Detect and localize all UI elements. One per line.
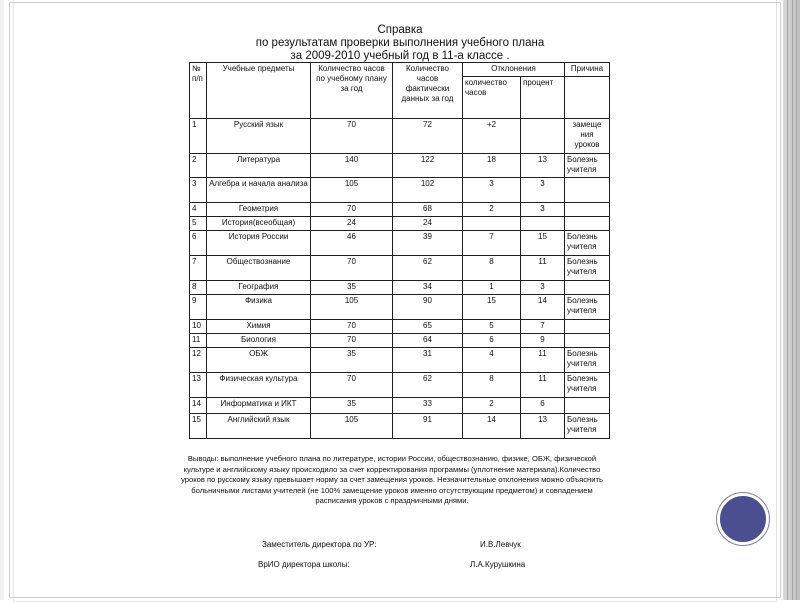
cell-reason — [565, 178, 610, 203]
cell-actual: 122 — [393, 154, 463, 178]
cell-plan: 140 — [311, 154, 393, 178]
table-row — [190, 398, 610, 414]
right-decor-bar — [783, 0, 800, 600]
cell-dev: 6 — [463, 334, 521, 348]
cell-pct: 11 — [521, 256, 565, 281]
cell-plan: 70 — [311, 119, 393, 154]
director-name: Л.А.Курушкина — [470, 560, 526, 569]
doc-subtitle: по результатам проверки выполнения учебного плана — [255, 37, 545, 49]
cell-dev: 2 — [463, 398, 521, 414]
cell-actual: 68 — [393, 203, 463, 217]
cell-pct: 15 — [521, 231, 565, 256]
deputy-title: Заместитель директора по УР: — [262, 540, 377, 549]
left-edge — [0, 0, 4, 600]
study-plan-table — [189, 62, 610, 439]
cell-num: 10 — [190, 320, 207, 334]
cell-dev: 18 — [463, 154, 521, 178]
cell-pct: 11 — [521, 373, 565, 398]
table-row — [190, 256, 610, 281]
header-dev-percent: процент — [521, 77, 565, 119]
cell-subject: Биология — [207, 334, 311, 348]
cell-reason: Болезнь учителя — [565, 295, 610, 320]
cell-dev: 5 — [463, 320, 521, 334]
cell-plan: 105 — [311, 178, 393, 203]
cell-plan: 105 — [311, 414, 393, 439]
cell-num: 1 — [190, 119, 207, 154]
cell-reason — [565, 281, 610, 295]
cell-dev: 3 — [463, 178, 521, 203]
cell-num: 4 — [190, 203, 207, 217]
cell-plan: 35 — [311, 348, 393, 373]
cell-plan: 46 — [311, 231, 393, 256]
cell-pct: 3 — [521, 281, 565, 295]
cell-num: 7 — [190, 256, 207, 281]
cell-pct: 9 — [521, 334, 565, 348]
header-reason-blank — [565, 77, 610, 119]
cell-num: 15 — [190, 414, 207, 439]
cell-subject: Геометрия — [207, 203, 311, 217]
cell-reason: замеще ния уроков — [565, 119, 610, 154]
table-row — [190, 231, 610, 256]
header-actual-hours: Количество часов фактически данных за год — [393, 63, 463, 119]
cell-subject: Химия — [207, 320, 311, 334]
table-row — [190, 119, 610, 154]
header-subject: Учебные предметы — [207, 63, 311, 119]
cell-dev: 1 — [463, 281, 521, 295]
cell-pct: 3 — [521, 178, 565, 203]
cell-plan: 24 — [311, 217, 393, 231]
cell-subject: Информатика и ИКТ — [207, 398, 311, 414]
header-dev-hours: количество часов — [463, 77, 521, 119]
cell-actual: 24 — [393, 217, 463, 231]
cell-pct — [521, 217, 565, 231]
cell-dev: 4 — [463, 348, 521, 373]
conclusion-text: Выводы: выполнение учебного плана по литературе, истории России, обществознанию, физике, ОБЖ, физической культуре и английскому языку происходило за счет корректирования программы (уплотнение материала).Количество уроков по русскому языку превышает норму за счет замещения уроков. Незначительные отклонения можно объяснить больничными листами учителей (не 100% замещение уроков именно отсутствующим предметом) и совпадением расписания уроков с праздничными днями. — [181, 454, 603, 505]
cell-subject: Обществознание — [207, 256, 311, 281]
cell-dev: +2 — [463, 119, 521, 154]
table-row — [190, 414, 610, 439]
cell-dev — [463, 217, 521, 231]
cell-reason — [565, 203, 610, 217]
cell-plan: 70 — [311, 320, 393, 334]
deputy-name: И.В.Левчук — [480, 540, 521, 549]
table-row — [190, 217, 610, 231]
cell-actual: 33 — [393, 398, 463, 414]
cell-pct — [521, 119, 565, 154]
cell-plan: 70 — [311, 373, 393, 398]
table-row — [190, 178, 610, 203]
cell-plan: 105 — [311, 295, 393, 320]
cell-subject: Алгебра и начала анализа — [207, 178, 311, 203]
header-plan-hours: Количество часов по учебному плану за год — [311, 63, 393, 119]
doc-title: Справка — [377, 24, 423, 36]
cell-dev: 15 — [463, 295, 521, 320]
cell-plan: 70 — [311, 256, 393, 281]
cell-reason: Болезнь учителя — [565, 348, 610, 373]
cell-num: 14 — [190, 398, 207, 414]
cell-num: 2 — [190, 154, 207, 178]
cell-pct: 11 — [521, 348, 565, 373]
cell-dev: 8 — [463, 256, 521, 281]
table-row — [190, 373, 610, 398]
table-row — [190, 334, 610, 348]
cell-num: 13 — [190, 373, 207, 398]
table-row — [190, 295, 610, 320]
cell-actual: 90 — [393, 295, 463, 320]
header-deviations: Отклонения — [463, 63, 565, 77]
cell-pct: 3 — [521, 203, 565, 217]
cell-reason — [565, 217, 610, 231]
cell-pct: 14 — [521, 295, 565, 320]
cell-actual: 31 — [393, 348, 463, 373]
cell-reason: Болезнь учителя — [565, 414, 610, 439]
cell-subject: Физика — [207, 295, 311, 320]
cell-dev: 8 — [463, 373, 521, 398]
cell-reason: Болезнь учителя — [565, 373, 610, 398]
cell-reason: Болезнь учителя — [565, 256, 610, 281]
header-reason: Причина — [565, 63, 610, 77]
cell-subject: География — [207, 281, 311, 295]
cell-actual: 91 — [393, 414, 463, 439]
cell-plan: 70 — [311, 203, 393, 217]
cell-actual: 72 — [393, 119, 463, 154]
cell-actual: 34 — [393, 281, 463, 295]
cell-subject: ОБЖ — [207, 348, 311, 373]
table-row — [190, 320, 610, 334]
cell-subject: Литература — [207, 154, 311, 178]
cell-reason — [565, 398, 610, 414]
cell-actual: 102 — [393, 178, 463, 203]
cell-subject: Физическая культура — [207, 373, 311, 398]
cell-plan: 35 — [311, 281, 393, 295]
cell-reason — [565, 334, 610, 348]
cell-subject: История(всеобщая) — [207, 217, 311, 231]
doc-period: за 2009-2010 учебный год в 11-а классе . — [290, 50, 510, 62]
cell-subject: Английский язык — [207, 414, 311, 439]
cell-num: 8 — [190, 281, 207, 295]
cell-actual: 65 — [393, 320, 463, 334]
cell-num: 12 — [190, 348, 207, 373]
cell-pct: 6 — [521, 398, 565, 414]
cell-num: 5 — [190, 217, 207, 231]
cell-actual: 62 — [393, 256, 463, 281]
director-title: ВрИО директора школы: — [258, 560, 350, 569]
cell-reason — [565, 320, 610, 334]
cell-subject: Русский язык — [207, 119, 311, 154]
table-row — [190, 154, 610, 178]
cell-num: 6 — [190, 231, 207, 256]
cell-pct: 13 — [521, 414, 565, 439]
table-row — [190, 348, 610, 373]
table-row — [190, 203, 610, 217]
cell-reason: Болезнь учителя — [565, 231, 610, 256]
cell-pct: 7 — [521, 320, 565, 334]
cell-pct: 13 — [521, 154, 565, 178]
header-num: № п/п — [190, 63, 207, 119]
cell-actual: 64 — [393, 334, 463, 348]
cell-num: 9 — [190, 295, 207, 320]
cell-plan: 70 — [311, 334, 393, 348]
cell-plan: 35 — [311, 398, 393, 414]
cell-subject: История России — [207, 231, 311, 256]
decor-circle — [717, 493, 769, 545]
cell-num: 3 — [190, 178, 207, 203]
cell-reason: Болезнь учителя — [565, 154, 610, 178]
cell-dev: 14 — [463, 414, 521, 439]
cell-dev: 7 — [463, 231, 521, 256]
table-row — [190, 281, 610, 295]
cell-dev: 2 — [463, 203, 521, 217]
cell-num: 11 — [190, 334, 207, 348]
cell-actual: 62 — [393, 373, 463, 398]
cell-actual: 39 — [393, 231, 463, 256]
